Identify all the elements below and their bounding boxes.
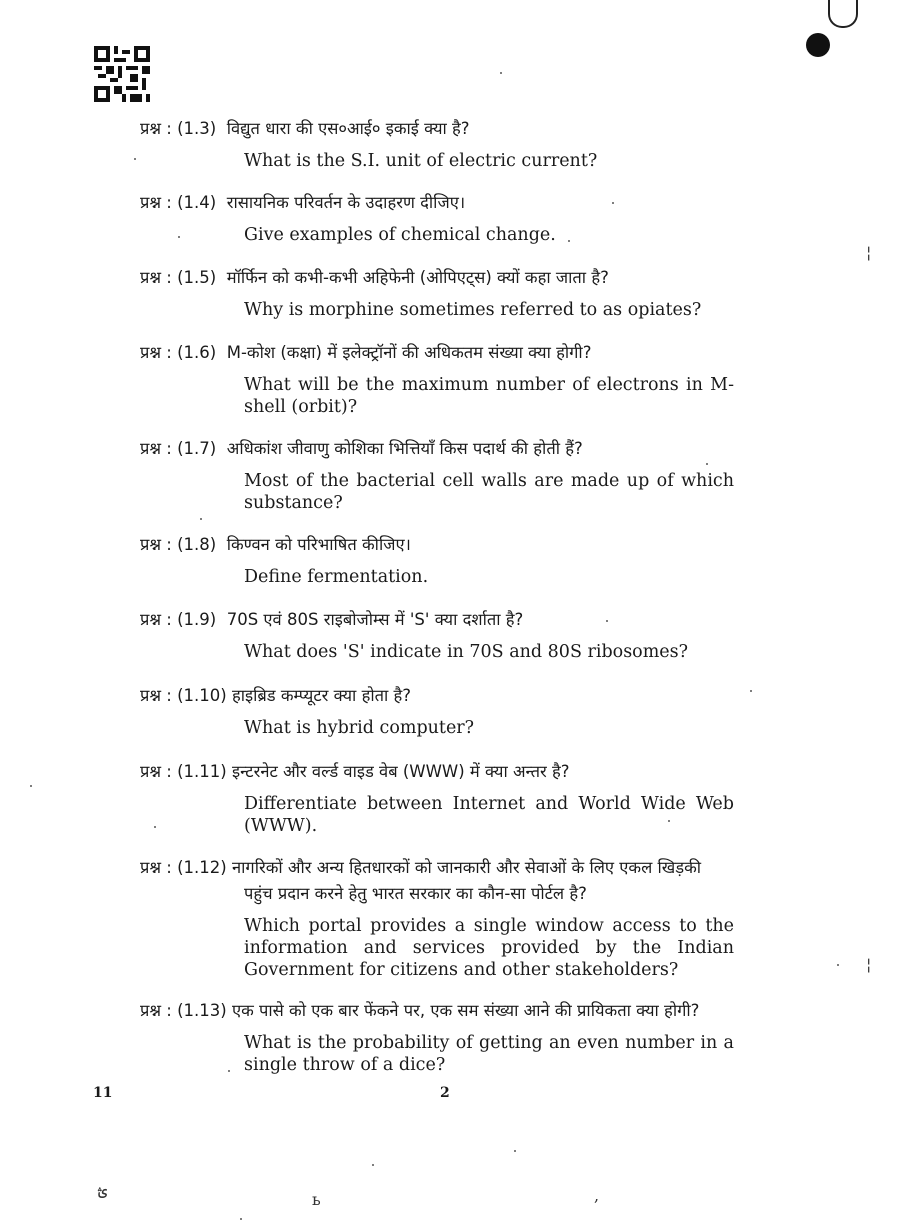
question-english: Which portal provides a single window access to the information and services provided by the Indian Government for citizens and other stakeholders? — [244, 916, 734, 980]
speck — [500, 72, 502, 74]
speck — [372, 1164, 374, 1166]
question-english: Why is morphine sometimes referred to as opiates? — [244, 300, 702, 320]
question-english: Differentiate between Internet and World Wide Web (WWW). — [244, 794, 734, 836]
question-label: प्रश्न : (1.3) — [140, 119, 217, 138]
handwritten-mark — [828, 0, 858, 28]
question-hindi — [140, 532, 760, 558]
question-label: प्रश्न : (1.12) — [140, 858, 227, 877]
question-english: What is the S.I. unit of electric current? — [244, 151, 598, 171]
speck — [612, 202, 614, 204]
question-english: What is hybrid computer? — [244, 718, 475, 738]
question-hindi — [140, 265, 760, 291]
speck — [154, 826, 156, 828]
question-hindi — [140, 855, 760, 881]
question-1-4 — [140, 190, 760, 246]
question-hindi-text: रासायनिक परिवर्तन के उदाहरण दीजिए। — [226, 193, 466, 212]
speck — [568, 240, 570, 242]
speck — [178, 236, 180, 238]
question-hindi — [140, 998, 760, 1024]
question-hindi — [140, 759, 760, 785]
question-hindi-text: मॉर्फिन को कभी-कभी अहिफेनी (ओपिएट्स) क्यों कहा जाता है? — [226, 268, 609, 287]
question-hindi-text: विद्युत धारा की एस०आई० इकाई क्या है? — [226, 119, 470, 138]
margin-mark: , — [594, 1186, 600, 1205]
speck — [240, 1218, 242, 1220]
question-english: Most of the bacterial cell walls are made up of which substance? — [244, 471, 734, 513]
question-label: प्रश्न : (1.6) — [140, 343, 217, 362]
speck — [30, 785, 32, 787]
question-english: Give examples of chemical change. — [244, 225, 556, 245]
question-hindi-text: एक पासे को एक बार फेंकने पर, एक सम संख्या आने की प्रायिकता क्या होगी? — [231, 1001, 700, 1020]
speck — [837, 964, 839, 966]
question-hindi-text: M-कोश (कक्षा) में इलेक्ट्रॉनों की अधिकतम संख्या क्या होगी? — [226, 343, 592, 362]
margin-mark: ¦ — [866, 955, 872, 974]
question-hindi — [140, 340, 760, 366]
question-english: What will be the maximum number of electrons in M-shell (orbit)? — [244, 375, 734, 417]
speck — [228, 1070, 230, 1072]
question-hindi-text: नागरिकों और अन्य हितधारकों को जानकारी और सेवाओं के लिए एकल खिड़की — [231, 858, 702, 877]
speck — [750, 690, 752, 692]
question-hindi-text: अधिकांश जीवाणु कोशिका भित्तियाँ किस पदार्थ की होती हैं? — [226, 439, 583, 458]
speck — [606, 620, 608, 622]
speck — [134, 158, 136, 160]
question-1-7 — [140, 436, 760, 514]
question-label: प्रश्न : (1.11) — [140, 762, 227, 781]
question-1-8 — [140, 532, 760, 588]
page-number: 2 — [440, 1085, 450, 1101]
question-label: प्रश्न : (1.5) — [140, 268, 217, 287]
question-label: प्रश्न : (1.7) — [140, 439, 217, 458]
question-hindi — [140, 683, 760, 709]
question-hindi-text: 70S एवं 80S राइबोजोम्स में 'S' क्या दर्शाता है? — [226, 610, 524, 629]
question-1-6 — [140, 340, 760, 418]
question-1-5 — [140, 265, 760, 321]
margin-mark: ؿ — [98, 1180, 108, 1199]
question-hindi-text: हाइब्रिड कम्प्यूटर क्या होता है? — [231, 686, 412, 705]
question-english: Define fermentation. — [244, 567, 429, 587]
question-1-3 — [140, 116, 760, 172]
question-1-11 — [140, 759, 760, 837]
question-hindi-continued: पहुंच प्रदान करने हेतु भारत सरकार का कौन-सा पोर्टल है? — [244, 884, 587, 903]
question-label: प्रश्न : (1.13) — [140, 1001, 227, 1020]
question-label: प्रश्न : (1.10) — [140, 686, 227, 705]
question-hindi — [140, 436, 760, 462]
question-english: What is the probability of getting an even number in a single throw of a dice? — [244, 1033, 734, 1075]
question-hindi-text: इन्टरनेट और वर्ल्ड वाइड वेब (WWW) में क्या अन्तर है? — [231, 762, 570, 781]
question-english: What does 'S' indicate in 70S and 80S ribosomes? — [244, 642, 689, 662]
margin-mark: ь — [312, 1190, 321, 1209]
question-hindi — [140, 190, 760, 216]
question-hindi-text: किण्वन को परिभाषित कीजिए। — [226, 535, 411, 554]
speck — [200, 518, 202, 520]
speck — [514, 1150, 516, 1152]
speck — [668, 820, 670, 822]
question-1-12 — [140, 855, 760, 981]
question-1-10 — [140, 683, 760, 739]
question-1-9 — [140, 607, 760, 663]
qr-code — [94, 46, 150, 102]
question-label: प्रश्न : (1.4) — [140, 193, 217, 212]
question-hindi — [140, 607, 760, 633]
footer-code: 11 — [93, 1085, 113, 1101]
margin-mark: ¦ — [866, 243, 872, 262]
question-label: प्रश्न : (1.8) — [140, 535, 217, 554]
question-1-13 — [140, 998, 760, 1076]
question-label: प्रश्न : (1.9) — [140, 610, 217, 629]
speck — [706, 463, 708, 465]
ink-dot-mark — [806, 33, 830, 57]
question-hindi — [140, 116, 760, 142]
